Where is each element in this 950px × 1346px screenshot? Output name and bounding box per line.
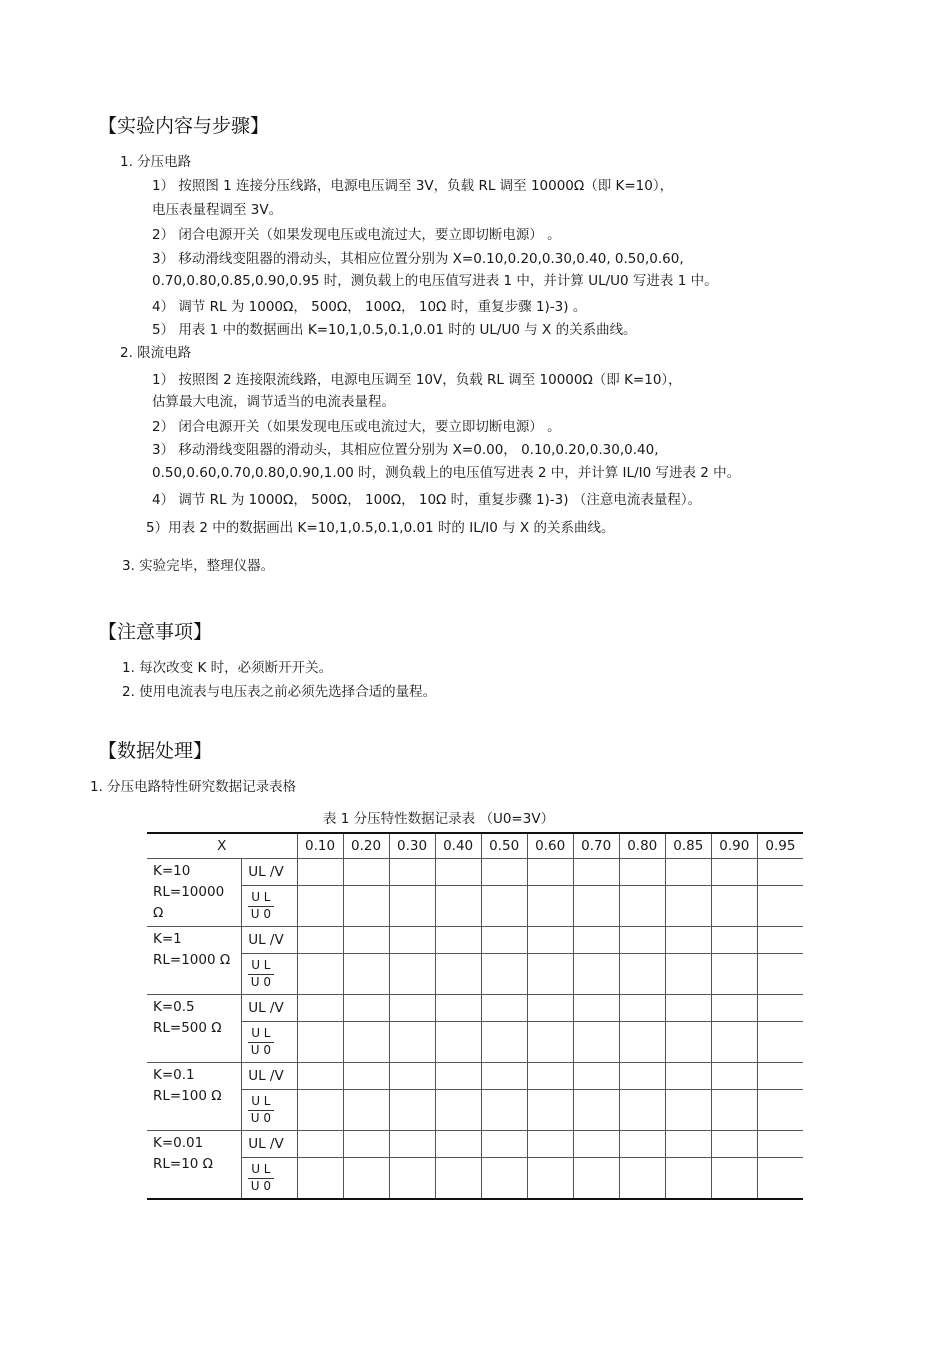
- empty-data-cell: [711, 954, 757, 995]
- item1-step3-line1: 3） 移动滑线变阻器的滑动头，其相应位置分别为 X=0.10,0.20,0.30,0.40, 0.50,0.60,: [152, 251, 684, 267]
- fraction-numerator: U L: [248, 891, 273, 906]
- ratio-label-cell: [242, 1022, 297, 1063]
- x-value-header: 0.20: [343, 833, 389, 859]
- fraction-denominator: U 0: [250, 1178, 271, 1193]
- item1-step1-line1: 1） 按照图 1 连接分压线路，电源电压调至 3V，负载 RL 调至 10000Ω（即 K=10），: [152, 178, 674, 194]
- table-row: [147, 886, 803, 927]
- ratio-fraction: [248, 1095, 273, 1124]
- empty-data-cell: [619, 859, 665, 886]
- empty-data-cell: [619, 886, 665, 927]
- empty-data-cell: [435, 995, 481, 1022]
- table-row: [147, 859, 803, 886]
- table-row: [147, 995, 803, 1022]
- empty-data-cell: [343, 995, 389, 1022]
- empty-data-cell: [573, 886, 619, 927]
- x-header: X: [147, 833, 297, 859]
- item2-step3-line1: 3） 移动滑线变阻器的滑动头，其相应位置分别为 X=0.00， 0.10,0.20,0.30,0.40,: [152, 442, 659, 458]
- empty-data-cell: [297, 859, 343, 886]
- item1-step5: 5） 用表 1 中的数据画出 K=10,1,0.5,0.1,0.01 时的 UL/U0 与 X 的关系曲线。: [152, 322, 637, 338]
- empty-data-cell: [527, 1022, 573, 1063]
- empty-data-cell: [297, 954, 343, 995]
- empty-data-cell: [435, 1158, 481, 1200]
- empty-data-cell: [481, 1090, 527, 1131]
- empty-data-cell: [389, 886, 435, 927]
- empty-data-cell: [573, 859, 619, 886]
- empty-data-cell: [711, 1158, 757, 1200]
- empty-data-cell: [665, 859, 711, 886]
- empty-data-cell: [435, 886, 481, 927]
- empty-data-cell: [435, 859, 481, 886]
- table-row: [147, 1131, 803, 1158]
- empty-data-cell: [297, 886, 343, 927]
- empty-data-cell: [573, 927, 619, 954]
- rl-value: RL=1000 Ω: [153, 951, 231, 968]
- empty-data-cell: [435, 1022, 481, 1063]
- empty-data-cell: [527, 1158, 573, 1200]
- note-item: 1. 每次改变 K 时，必须断开开关。: [122, 660, 333, 676]
- ratio-fraction: [248, 1027, 273, 1056]
- empty-data-cell: [757, 954, 803, 995]
- empty-data-cell: [343, 1158, 389, 1200]
- empty-data-cell: [619, 1158, 665, 1200]
- empty-data-cell: [389, 859, 435, 886]
- empty-data-cell: [389, 1158, 435, 1200]
- fraction-numerator: U L: [248, 959, 273, 974]
- item1-title: 1. 分压电路: [120, 154, 192, 170]
- rl-value: RL=10000 Ω: [153, 883, 225, 921]
- item2-step1-line1: 1） 按照图 2 连接限流线路，电源电压调至 10V，负载 RL 调至 10000Ω（即 K=10），: [152, 372, 682, 388]
- empty-data-cell: [665, 886, 711, 927]
- empty-data-cell: [711, 995, 757, 1022]
- fraction-denominator: U 0: [250, 974, 271, 989]
- empty-data-cell: [481, 859, 527, 886]
- empty-data-cell: [435, 927, 481, 954]
- empty-data-cell: [297, 1158, 343, 1200]
- empty-data-cell: [527, 995, 573, 1022]
- empty-data-cell: [573, 954, 619, 995]
- empty-data-cell: [297, 1090, 343, 1131]
- empty-data-cell: [711, 1022, 757, 1063]
- note-item: 2. 使用电流表与电压表之前必须先选择合适的量程。: [122, 684, 437, 700]
- k-value: K=1: [153, 931, 182, 947]
- rl-value: RL=100 Ω: [153, 1087, 222, 1104]
- k-value: K=0.01: [153, 1135, 204, 1151]
- empty-data-cell: [389, 1090, 435, 1131]
- item2-step1-line2: 估算最大电流，调节适当的电流表量程。: [152, 394, 395, 410]
- ratio-label-cell: [242, 954, 297, 995]
- empty-data-cell: [297, 1022, 343, 1063]
- empty-data-cell: [297, 927, 343, 954]
- empty-data-cell: [573, 1090, 619, 1131]
- k-cell: [147, 1131, 242, 1200]
- table-row: [147, 927, 803, 954]
- empty-data-cell: [297, 995, 343, 1022]
- empty-data-cell: [343, 1131, 389, 1158]
- ul-label: UL /V: [242, 995, 297, 1022]
- empty-data-cell: [343, 1090, 389, 1131]
- empty-data-cell: [527, 954, 573, 995]
- table-row: [147, 1063, 803, 1090]
- k-value: K=10: [153, 863, 191, 879]
- empty-data-cell: [527, 1131, 573, 1158]
- empty-data-cell: [527, 886, 573, 927]
- empty-data-cell: [665, 1063, 711, 1090]
- empty-data-cell: [481, 1158, 527, 1200]
- item1-step1-line2: 电压表量程调至 3V。: [152, 202, 283, 218]
- empty-data-cell: [389, 1131, 435, 1158]
- empty-data-cell: [757, 1063, 803, 1090]
- empty-data-cell: [481, 995, 527, 1022]
- empty-data-cell: [665, 1158, 711, 1200]
- x-value-header: 0.50: [481, 833, 527, 859]
- empty-data-cell: [573, 1158, 619, 1200]
- empty-data-cell: [757, 1022, 803, 1063]
- item2-step2: 2） 闭合电源开关（如果发现电压或电流过大，要立即切断电源） 。: [152, 419, 561, 435]
- x-value-header: 0.90: [711, 833, 757, 859]
- fraction-numerator: U L: [248, 1095, 273, 1110]
- empty-data-cell: [389, 995, 435, 1022]
- k-cell: [147, 995, 242, 1063]
- item2-title: 2. 限流电路: [120, 345, 192, 361]
- empty-data-cell: [619, 1131, 665, 1158]
- ratio-fraction: [248, 891, 273, 920]
- empty-data-cell: [711, 927, 757, 954]
- table-row: [147, 1090, 803, 1131]
- ul-label: UL /V: [242, 1063, 297, 1090]
- ul-label: UL /V: [242, 859, 297, 886]
- item2-step4: 4） 调节 RL 为 1000Ω， 500Ω， 100Ω， 10Ω 时，重复步骤 1)-3) （注意电流表量程）。: [152, 492, 702, 508]
- empty-data-cell: [711, 1063, 757, 1090]
- empty-data-cell: [343, 1022, 389, 1063]
- ul-label: UL /V: [242, 927, 297, 954]
- k-value: K=0.5: [153, 999, 195, 1015]
- section-title-data: 【数据处理】: [98, 740, 213, 762]
- empty-data-cell: [481, 886, 527, 927]
- empty-data-cell: [757, 886, 803, 927]
- item1-step2: 2） 闭合电源开关（如果发现电压或电流过大，要立即切断电源） 。: [152, 227, 561, 243]
- section-title-notes: 【注意事项】: [98, 621, 213, 643]
- empty-data-cell: [757, 1131, 803, 1158]
- empty-data-cell: [665, 1090, 711, 1131]
- table-row: [147, 1158, 803, 1200]
- x-value-header: 0.40: [435, 833, 481, 859]
- empty-data-cell: [435, 954, 481, 995]
- empty-data-cell: [481, 1022, 527, 1063]
- empty-data-cell: [619, 1090, 665, 1131]
- data-item1: 1. 分压电路特性研究数据记录表格: [90, 779, 297, 795]
- x-value-header: 0.80: [619, 833, 665, 859]
- empty-data-cell: [343, 859, 389, 886]
- empty-data-cell: [711, 859, 757, 886]
- section-title-procedure: 【实验内容与步骤】: [98, 115, 270, 137]
- empty-data-cell: [389, 927, 435, 954]
- fraction-denominator: U 0: [250, 1110, 271, 1125]
- fraction-denominator: U 0: [250, 1042, 271, 1057]
- table-caption: 表 1 分压特性数据记录表 （U0=3V）: [323, 811, 555, 827]
- k-cell: [147, 927, 242, 995]
- rl-value: RL=500 Ω: [153, 1019, 222, 1036]
- empty-data-cell: [619, 995, 665, 1022]
- ratio-label-cell: [242, 1158, 297, 1200]
- rl-value: RL=10 Ω: [153, 1155, 213, 1172]
- data-table: [147, 832, 803, 1200]
- fraction-numerator: U L: [248, 1027, 273, 1042]
- ratio-label-cell: [242, 1090, 297, 1131]
- x-value-header: 0.70: [573, 833, 619, 859]
- item2-step5: 5）用表 2 中的数据画出 K=10,1,0.5,0.1,0.01 时的 IL/I0 与 X 的关系曲线。: [146, 520, 615, 536]
- empty-data-cell: [481, 1131, 527, 1158]
- table-header-row: [147, 833, 803, 859]
- x-value-header: 0.60: [527, 833, 573, 859]
- empty-data-cell: [619, 1063, 665, 1090]
- empty-data-cell: [757, 995, 803, 1022]
- empty-data-cell: [389, 1063, 435, 1090]
- x-value-header: 0.30: [389, 833, 435, 859]
- ratio-label-cell: [242, 886, 297, 927]
- empty-data-cell: [435, 1131, 481, 1158]
- empty-data-cell: [619, 954, 665, 995]
- empty-data-cell: [711, 1090, 757, 1131]
- empty-data-cell: [573, 995, 619, 1022]
- empty-data-cell: [343, 886, 389, 927]
- empty-data-cell: [435, 1090, 481, 1131]
- item2-step3-line2: 0.50,0.60,0.70,0.80,0.90,1.00 时，测负载上的电压值写进表 2 中，并计算 IL/I0 写进表 2 中。: [152, 465, 741, 481]
- fraction-denominator: U 0: [250, 906, 271, 921]
- empty-data-cell: [665, 995, 711, 1022]
- empty-data-cell: [573, 1022, 619, 1063]
- k-value: K=0.1: [153, 1067, 195, 1083]
- empty-data-cell: [527, 927, 573, 954]
- empty-data-cell: [573, 1131, 619, 1158]
- empty-data-cell: [343, 927, 389, 954]
- x-value-header: 0.85: [665, 833, 711, 859]
- empty-data-cell: [297, 1063, 343, 1090]
- empty-data-cell: [757, 1090, 803, 1131]
- x-value-header: 0.95: [757, 833, 803, 859]
- k-cell: [147, 859, 242, 927]
- empty-data-cell: [389, 1022, 435, 1063]
- k-cell: [147, 1063, 242, 1131]
- empty-data-cell: [481, 954, 527, 995]
- empty-data-cell: [665, 927, 711, 954]
- empty-data-cell: [297, 1131, 343, 1158]
- ratio-fraction: [248, 1163, 273, 1192]
- empty-data-cell: [757, 927, 803, 954]
- empty-data-cell: [757, 859, 803, 886]
- empty-data-cell: [435, 1063, 481, 1090]
- empty-data-cell: [711, 1131, 757, 1158]
- empty-data-cell: [619, 927, 665, 954]
- empty-data-cell: [343, 954, 389, 995]
- empty-data-cell: [389, 954, 435, 995]
- ul-label: UL /V: [242, 1131, 297, 1158]
- empty-data-cell: [573, 1063, 619, 1090]
- empty-data-cell: [527, 859, 573, 886]
- empty-data-cell: [619, 1022, 665, 1063]
- empty-data-cell: [481, 927, 527, 954]
- item3: 3. 实验完毕，整理仪器。: [122, 558, 275, 574]
- empty-data-cell: [343, 1063, 389, 1090]
- empty-data-cell: [665, 1131, 711, 1158]
- fraction-numerator: U L: [248, 1163, 273, 1178]
- table-row: [147, 1022, 803, 1063]
- empty-data-cell: [665, 954, 711, 995]
- empty-data-cell: [665, 1022, 711, 1063]
- empty-data-cell: [527, 1090, 573, 1131]
- empty-data-cell: [527, 1063, 573, 1090]
- empty-data-cell: [757, 1158, 803, 1200]
- item1-step3-line2: 0.70,0.80,0.85,0.90,0.95 时，测负载上的电压值写进表 1 中，并计算 UL/U0 写进表 1 中。: [152, 273, 718, 289]
- empty-data-cell: [481, 1063, 527, 1090]
- table-row: [147, 954, 803, 995]
- item1-step4: 4） 调节 RL 为 1000Ω， 500Ω， 100Ω， 10Ω 时，重复步骤 1)-3) 。: [152, 299, 587, 315]
- empty-data-cell: [711, 886, 757, 927]
- ratio-fraction: [248, 959, 273, 988]
- x-value-header: 0.10: [297, 833, 343, 859]
